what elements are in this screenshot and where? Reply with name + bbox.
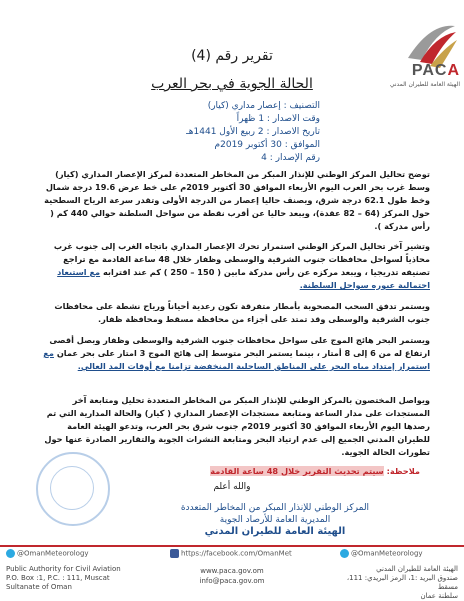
twitter-link-left[interactable]: @OmanMeteorology bbox=[6, 549, 89, 558]
meta-classification: التصنيف : إعصار مداري (كيار) bbox=[207, 101, 320, 111]
report-meta bbox=[120, 100, 320, 165]
signature-block bbox=[180, 502, 370, 538]
paragraph-1: توضح تحاليل المركز الوطني للإنذار المبكر من المخاطر المتعددة لمركز الإعصار المداري (كيار) وسط غرب بحر العرب اليوم الأربعاء الموافق 30 أكتوبر 2019م على خط عرض 19.6 درجة شمال وخط طول 62.1 درجة شرق، ويصنف حاليا إعصار من الدرجة الأولى وتقدر سرعة الرياح السطحية حول المركز (64 – 82 عقدة)، ويبعد حاليا عن أقرب نقطة من سواحل السلطنة حوالي 440 كم ( رأس مدركة ). bbox=[44, 169, 430, 231]
meta-issue-number: رقم الإصدار : 4 bbox=[261, 153, 320, 163]
twitter-icon bbox=[340, 549, 349, 558]
closing-phrase: والله أعلم bbox=[213, 482, 251, 492]
contact-links bbox=[172, 566, 292, 586]
official-stamp bbox=[36, 452, 110, 526]
signature-line-3: الهيئة العامة للطيران المدني bbox=[204, 526, 346, 537]
paragraph-4-highlight: مع استمرار إمتداد مياه البحر على المناطق الساحلية المنخفضة تزامنا مع أوقات المد العالي. bbox=[43, 348, 430, 371]
website-link[interactable]: www.paca.gov.om bbox=[200, 567, 264, 575]
facebook-icon bbox=[170, 549, 179, 558]
paragraph-2 bbox=[34, 240, 430, 292]
signature-line-2: المديرية العامة للأرصاد الجوية bbox=[219, 515, 331, 525]
note-text: سيتم تحديث التقرير خلال 48 ساعة القادمة bbox=[210, 466, 384, 476]
paragraph-5: ويواصل المختصون بالمركز الوطني للإنذار المبكر من المخاطر المتعددة تحليل ومتابعة آخر المستجدات على مدار الساعة ومتابعة مستجدات الإعصار المداري ( كيار) والحالة المدارية التي تم رصدها اليوم الأربعاء الموافق 30 أكتوبر 2019م جنوب شرق بحر العرب، وتدعو الهيئة العامة للطيران المدني الجميع إلى عدم ارتياد البحر ومتابعة النشرات الجوية والتقارير الصادرة عنها حول تطورات الحالة الجوية. bbox=[44, 395, 430, 457]
paragraph-4 bbox=[34, 334, 430, 373]
update-note bbox=[120, 466, 420, 476]
report-title: الحالة الجوية في بحر العرب bbox=[151, 76, 313, 92]
address-english: Public Authority for Civil Aviation P.O. Box :1, P.C. : 111, Muscat Sultanate of Oman bbox=[6, 565, 121, 591]
signature-line-1: المركز الوطني للإنذار المبكر من المخاطر المتعددة bbox=[180, 503, 370, 513]
twitter-icon bbox=[6, 549, 15, 558]
facebook-link[interactable]: https://facebook.com/OmanMet bbox=[170, 549, 292, 558]
note-label: ملاحظة: bbox=[386, 466, 420, 476]
brand-subtitle: الهيئة العامة للطيران المدني bbox=[389, 81, 460, 88]
paragraph-3: ويستمر تدفق السحب المصحوبة بأمطار متفرقة تكون رعدية أحياناً ورياح نشطة على محافظات جنوب الشرقية والوسطى وقد تمتد على أجزاء من محافظة مسقط ومحافظة ظفار. bbox=[54, 301, 430, 324]
report-number: تقرير رقم (4) bbox=[191, 48, 273, 64]
twitter-link-right[interactable]: @OmanMeteorology bbox=[340, 549, 423, 558]
meta-issue-time: وقت الاصدار : 1 ظهراً bbox=[236, 114, 320, 124]
paragraph-2-text: وتشير آخر تحاليل المركز الوطني استمرار تحرك الإعصار المداري باتجاه الغرب إلى جنوب غرب محاذياً لسواحل محافظات جنوب الشرقية والوسطى وظفار خلال 48 ساعة القادمة مع تراجع تصنيفه تدريجيا ، ويبعد مركزه عن رأس مدركة مابين ( 150 – 250 ) كم عند اقترابه bbox=[53, 241, 430, 277]
paragraph-2-highlight: مع استبعاد احتمالية عبوره سواحل السلطنة. bbox=[57, 267, 430, 290]
meta-issue-date-gregorian: الموافق : 30 أكتوبر 2019م bbox=[214, 140, 320, 150]
email-link[interactable]: info@paca.gov.om bbox=[199, 577, 265, 585]
footer-divider bbox=[0, 545, 464, 547]
meta-issue-date-hijri: تاريخ الاصدار : 2 ربيع الأول 1441هـ bbox=[186, 127, 320, 137]
address-arabic: الهيئة العامة للطيران المدني صندوق البريد :1، الرمز البريدي: 111، مسقط سلطنة عمان bbox=[346, 565, 458, 600]
paragraph-4-text: ويستمر البحر هائج الموج على سواحل محافظات جنوب الشرقية والوسطى وظفار ويصل أقصى ارتفاع له من 6 إلى 8 أمتار ، بينما يستمر البحر متوسط إلى هائج الموج 3 امتار على بحر عمان bbox=[49, 335, 430, 358]
brand-name: PACA bbox=[411, 62, 460, 79]
